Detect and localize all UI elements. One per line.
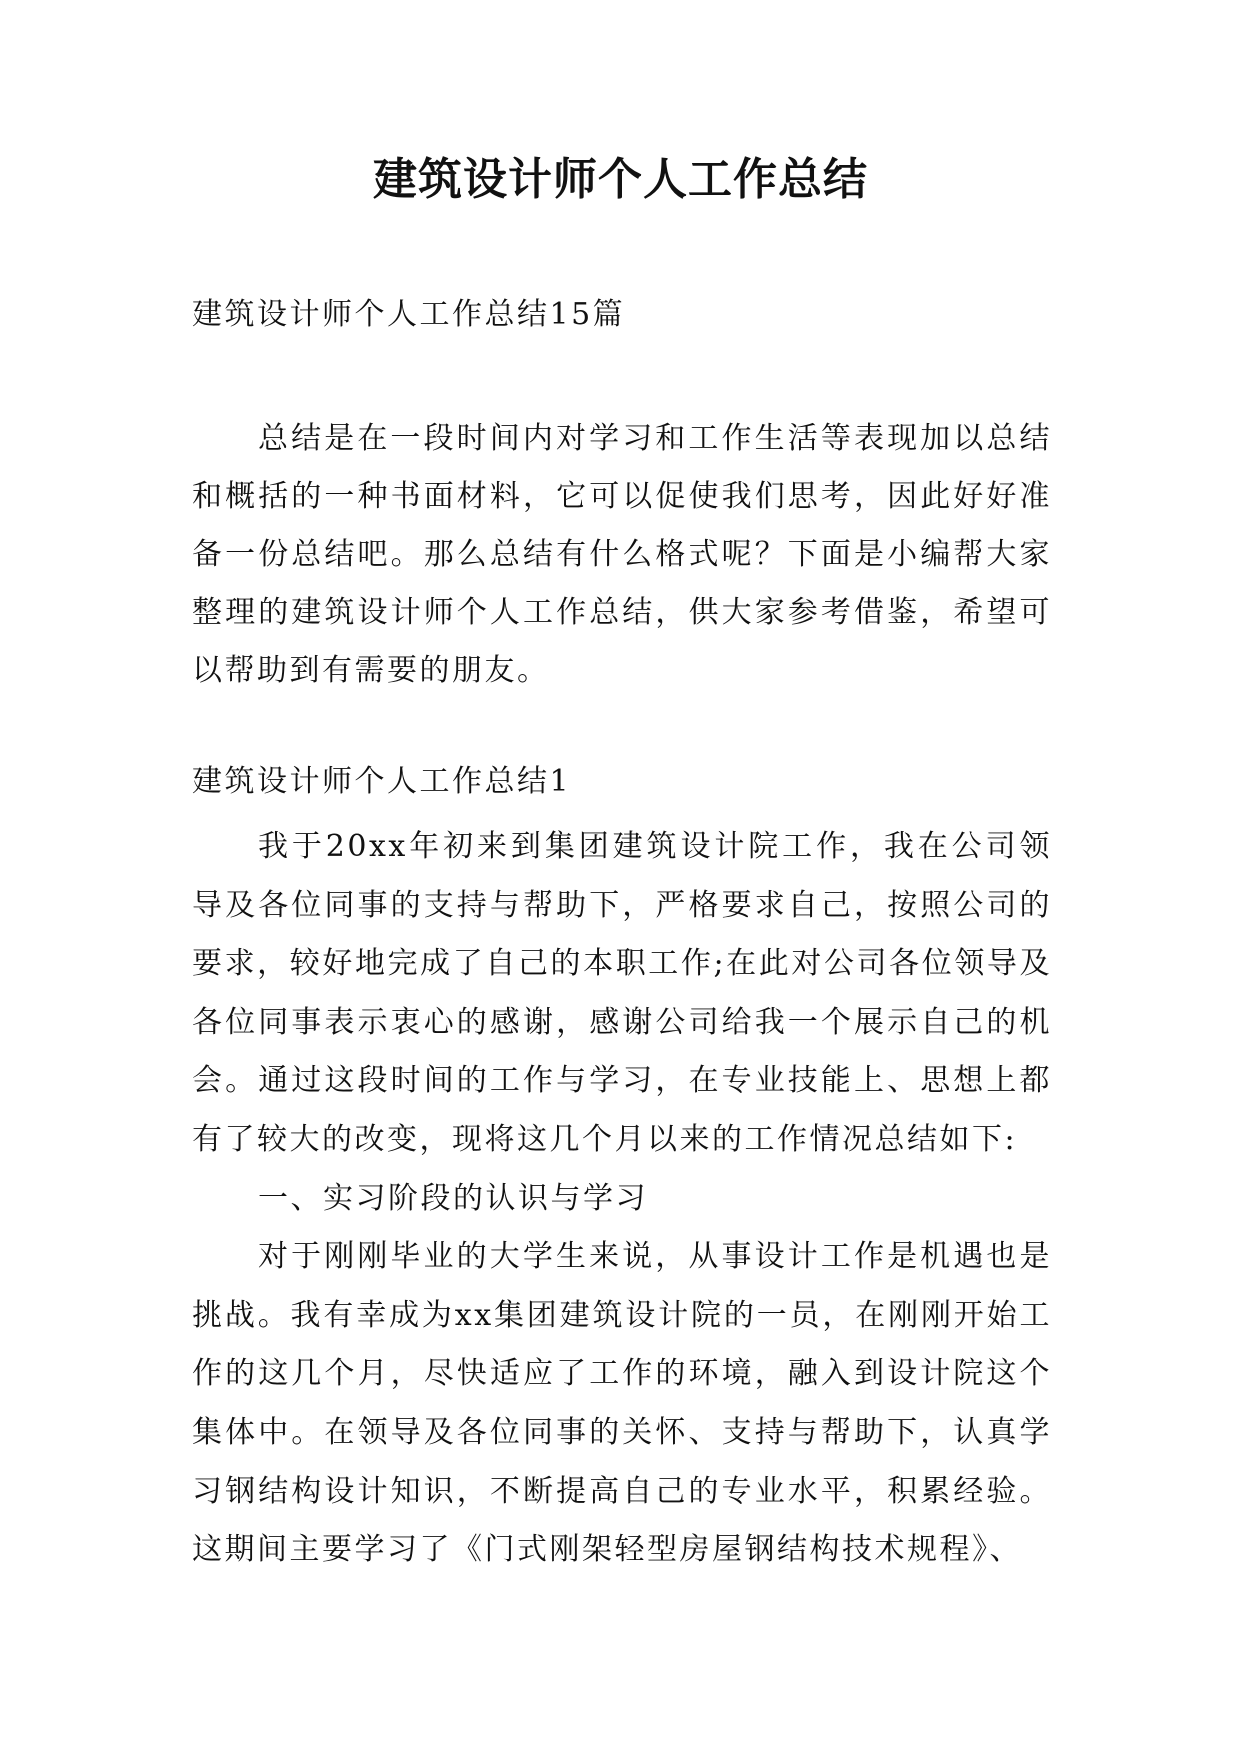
document-subtitle: 建筑设计师个人工作总结15篇 — [192, 297, 626, 332]
body-paragraph: 我于20xx年初来到集团建筑设计院工作，我在公司领导及各位同事的支持与帮助下，严格要求自己，按照公司的要求，较好地完成了自己的本职工作;在此对公司各位领导及各位同事表示衷心的感谢，感谢公司给我一个展示自己的机会。通过这段时间的工作与学习，在专业技能上、思想上都有了较大的改变，现将这几个月以来的工作情况总结如下: — [192, 829, 1052, 1157]
body-paragraph: 对于刚刚毕业的大学生来说，从事设计工作是机遇也是挑战。我有幸成为xx集团建筑设计院的一员，在刚刚开始工作的这几个月，尽快适应了工作的环境，融入到设计院这个集体中。在领导及各位同事的关怀、支持与帮助下，认真学习钢结构设计知识，不断提高自己的专业水平，积累经验。这期间主要学习了《门式刚架轻型房屋钢结构技术规程》、 — [192, 1239, 1052, 1568]
subsection-heading: 一、实习阶段的认识与学习 — [258, 1180, 648, 1216]
section-heading: 建筑设计师个人工作总结1 — [192, 764, 572, 799]
intro-paragraph: 总结是在一段时间内对学习和工作生活等表现加以总结和概括的一种书面材料，它可以促使我们思考，因此好好准备一份总结吧。那么总结有什么格式呢？下面是小编帮大家整理的建筑设计师个人工作总结，供大家参考借鉴，希望可以帮助到有需要的朋友。 — [192, 421, 1052, 688]
section-body — [192, 818, 1052, 1580]
document-title: 建筑设计师个人工作总结 — [373, 154, 868, 205]
